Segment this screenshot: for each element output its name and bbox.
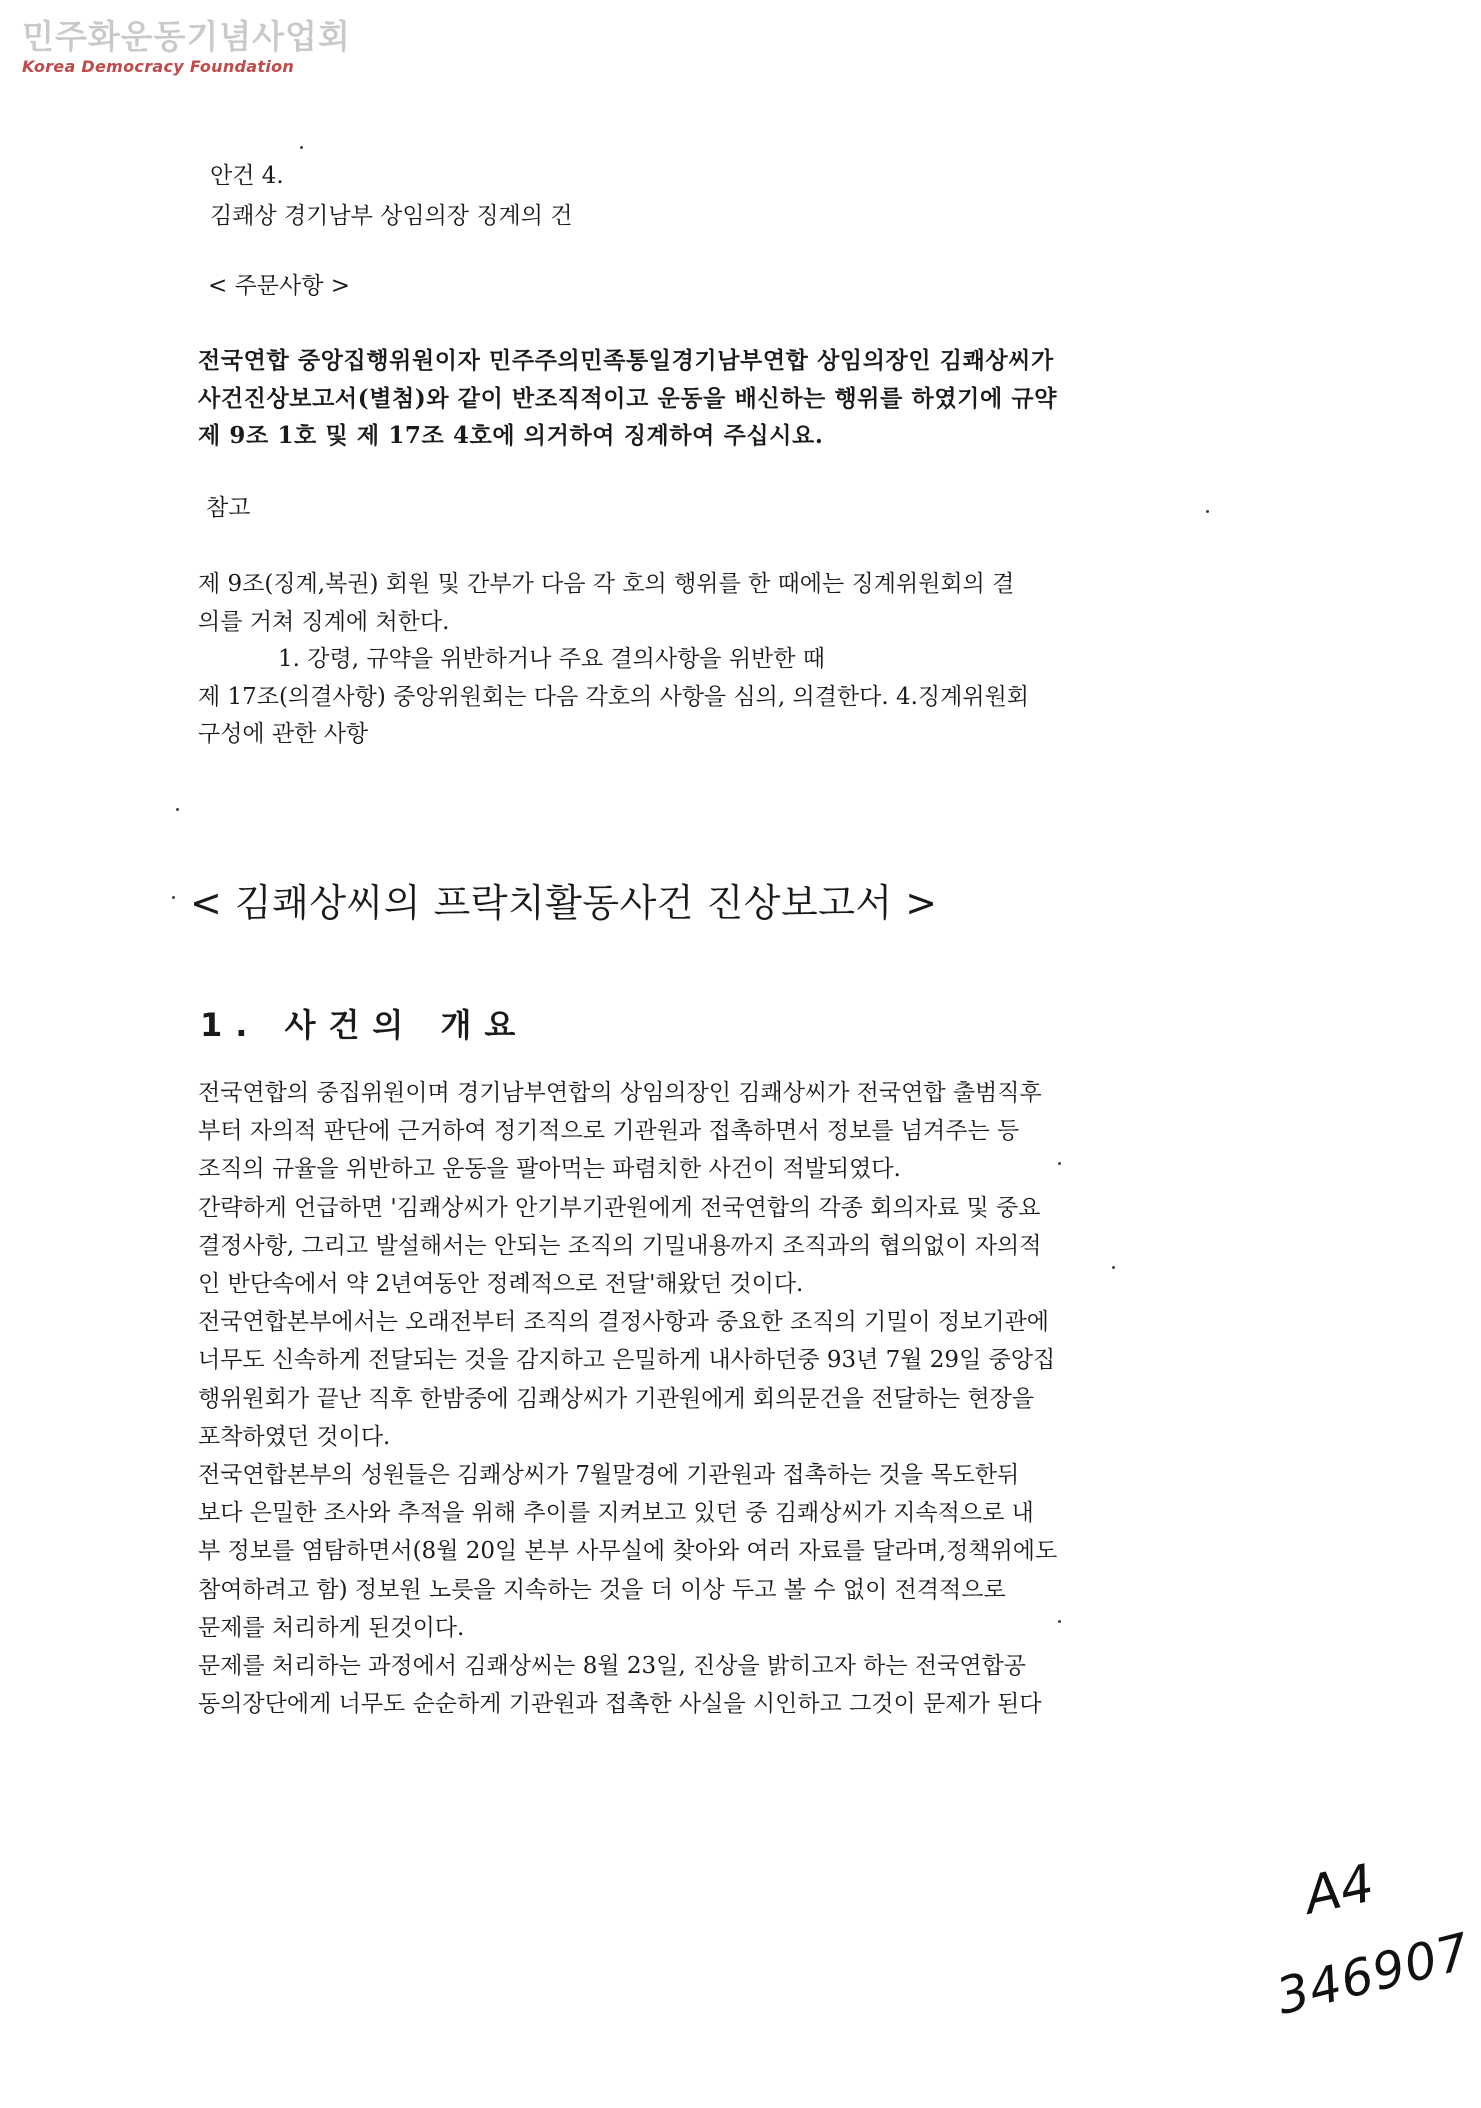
body-line: 너무도 신속하게 전달되는 것을 감지하고 은밀하게 내사하던중 93년 7월 29일 중앙집 (198, 1347, 1056, 1374)
body-line: 문제를 처리하는 과정에서 김쾌상씨는 8월 23일, 진상을 밝히고자 하는 전국연합공 (198, 1653, 1026, 1680)
order-body (198, 342, 1057, 455)
section-title: 1. 사건의 개요 (200, 1006, 529, 1044)
body-line: 전국연합의 중집위원이며 경기남부연합의 상임의장인 김쾌상씨가 전국연합 출범직후 (198, 1080, 1042, 1106)
scan-speck (176, 808, 179, 811)
body-line: 간략하게 언급하면 '김쾌상씨가 안기부기관원에게 전국연합의 각종 회의자료 및 중요 (198, 1194, 1041, 1221)
order-line: 사건진상보고서(별첨)와 같이 반조직적이고 운동을 배신하는 행위를 하였기에 규약 (198, 384, 1058, 412)
report-title: < 김쾌상씨의 프락치활동사건 진상보고서 > (190, 881, 938, 925)
body-line: 보다 은밀한 조사와 추적을 위해 추이를 지켜보고 있던 중 김쾌상씨가 지속적으로 내 (198, 1500, 1034, 1527)
body-line: 참여하려고 함) 정보원 노릇을 지속하는 것을 더 이상 두고 볼 수 없이 전격적으로 (198, 1576, 1006, 1603)
reference-line: 의를 거쳐 징계에 처한다. (198, 608, 450, 635)
body-line: 부 정보를 염탐하면서(8월 20일 본부 사무실에 찾아와 여러 자료를 달라며,정책위에도 (198, 1538, 1058, 1565)
body-line: 행위원회가 끝난 직후 한밤중에 김쾌상씨가 기관원에게 회의문건을 전달하는 현장을 (198, 1385, 1035, 1412)
report-body (198, 1074, 1220, 1723)
body-line: 전국연합본부의 성원들은 김쾌상씨가 7월말경에 기관원과 접촉하는 것을 목도한뒤 (198, 1462, 1020, 1489)
foundation-watermark (22, 17, 351, 76)
reference-body (198, 566, 1029, 754)
reference-heading: 참고 (206, 495, 251, 521)
body-line: 부터 자의적 판단에 근거하여 정기적으로 기관원과 접촉하면서 정보를 넘겨주는 등 (198, 1118, 1020, 1145)
watermark-english: Korea Democracy Foundation (22, 57, 295, 76)
body-line: 조직의 규율을 위반하고 운동을 팔아먹는 파렴치한 사건이 적발되였다. (198, 1156, 901, 1183)
order-line: 제 9조 1호 및 제 17조 4호에 의거하여 징계하여 주십시요. (198, 422, 824, 450)
body-line: 동의장단에게 너무도 순순하게 기관원과 접촉한 사실을 시인하고 그것이 문제가 된다 (198, 1691, 1042, 1718)
agenda-title: 김쾌상 경기남부 상임의장 징계의 건 (210, 203, 573, 229)
reference-line: 1. 강령, 규약을 위반하거나 주요 결의사항을 위반한 때 (278, 646, 826, 673)
watermark-korean: 민주화운동기념사업회 (22, 17, 351, 56)
order-line: 전국연합 중앙집행위원이자 민주주의민족통일경기남부연합 상임의장인 김쾌상씨가 (198, 347, 1054, 374)
order-heading: < 주문사항 > (208, 273, 351, 299)
handwritten-code: A4 (1299, 1853, 1380, 1927)
scan-speck (1058, 1162, 1061, 1165)
reference-line: 제 17조(의결사항) 중앙위원회는 다음 각호의 사항을 심의, 의결한다. 4.징계위원회 (198, 683, 1030, 710)
scan-speck (1206, 510, 1209, 513)
body-line: 문제를 처리하게 된것이다. (198, 1614, 465, 1641)
reference-line: 구성에 관한 사항 (198, 721, 369, 748)
scan-speck (300, 146, 303, 149)
scan-speck (1058, 1620, 1061, 1623)
body-line: 포착하였던 것이다. (198, 1423, 391, 1450)
reference-line: 제 9조(징계,복권) 회원 및 간부가 다음 각 호의 행위를 한 때에는 징계위원회의 결 (198, 571, 1015, 597)
scan-speck (1112, 1266, 1115, 1269)
scan-speck (172, 896, 175, 899)
handwritten-number: 346907 (1270, 1922, 1476, 2026)
agenda-number: 안건 4. (210, 163, 284, 189)
body-line: 결정사항, 그리고 발설해서는 안되는 조직의 기밀내용까지 조직과의 협의없이 자의적 (198, 1232, 1042, 1259)
body-line: 전국연합본부에서는 오래전부터 조직의 결정사항과 중요한 조직의 기밀이 정보기관에 (198, 1309, 1050, 1336)
agenda-block (210, 156, 573, 236)
body-line: 인 반단속에서 약 2년여동안 정례적으로 전달'해왔던 것이다. (198, 1271, 804, 1298)
